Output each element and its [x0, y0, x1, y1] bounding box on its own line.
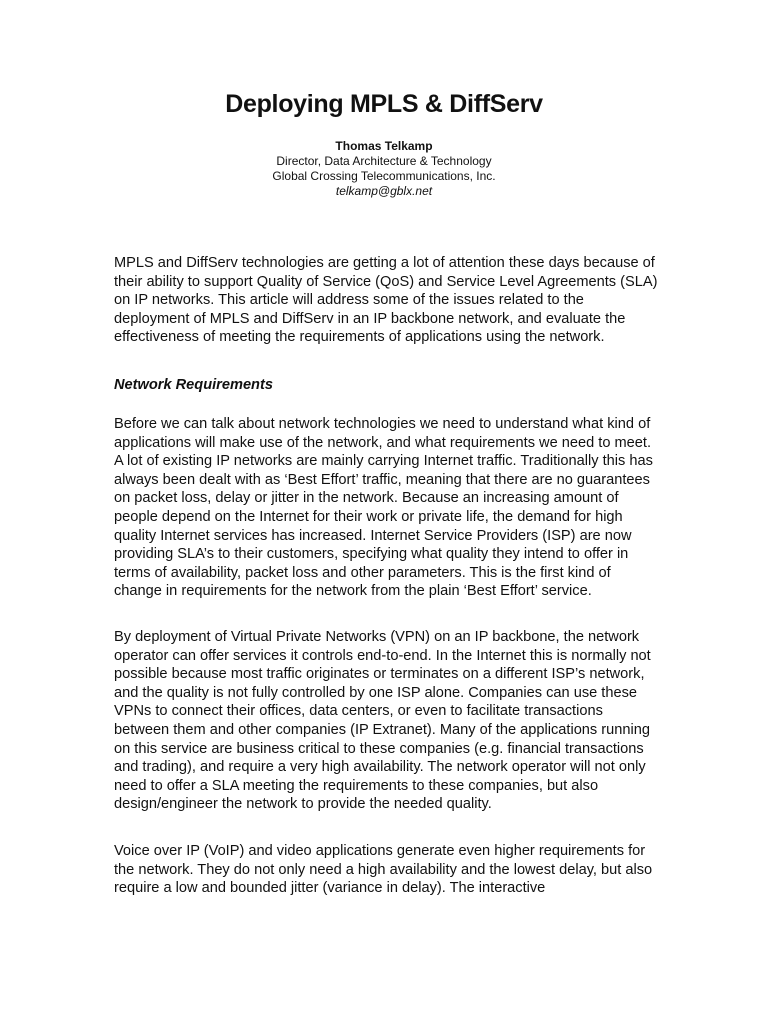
intro-paragraph: MPLS and DiffServ technologies are getting a lot of attention these days because of their ability to support Quality of Service (QoS) and Service Level Agreements (SLA) on IP networks. This article will address some of the issues related to the deployment of MPLS and DiffServ in an IP backbone network, and evaluate the effectiveness of meeting the requirements of applications using the network. [114, 255, 658, 346]
body-paragraph: By deployment of Virtual Private Networks (VPN) on an IP backbone, the network operator can offer services it controls end-to-end. In the Internet this is normally not possible because most traffic originates or terminates on a different ISP’s network, and the quality is not fully controlled by one ISP alone. Companies can use these VPNs to connect their offices, data centers, or even to facilitate transactions between them and other companies (IP Extranet). Many of the applications running on this service are business critical to these companies (e.g. financial transactions and trading), and require a very high availability. The network operator will not only need to offer a SLA meeting the requirements to these companies, but also design/engineer the network to provide the needed quality. [114, 629, 651, 813]
author-role: Director, Data Architecture & Technology [276, 154, 492, 168]
author-organization: Global Crossing Telecommunications, Inc. [272, 169, 496, 183]
author-name: Thomas Telkamp [335, 139, 433, 153]
document-title: Deploying MPLS & DiffServ [225, 90, 543, 118]
section-heading: Network Requirements [114, 377, 273, 393]
body-paragraph: Before we can talk about network technologies we need to understand what kind of applications will make use of the network, and what requirements we need to meet. A lot of existing IP networks are mainly carrying Internet traffic. Traditionally this has always been dealt with as ‘Best Effort’ traffic, meaning that there are no guarantees on packet loss, delay or jitter in the network. Because an increasing amount of people depend on the Internet for their work or private life, the demand for high quality Internet services has increased. Internet Service Providers (ISP) are now providing SLA’s to their customers, specifying what quality they intend to offer in terms of availability, packet loss and other parameters. This is the first kind of change in requirements for the network from the plain ‘Best Effort’ service. [114, 416, 653, 600]
body-paragraph: Voice over IP (VoIP) and video applications generate even higher requirements for the network. They do not only need a high availability and the lowest delay, but also require a low and bounded jitter (variance in delay). The interactive [114, 843, 653, 897]
author-block [0, 139, 768, 199]
author-email: telkamp@gblx.net [335, 184, 433, 198]
